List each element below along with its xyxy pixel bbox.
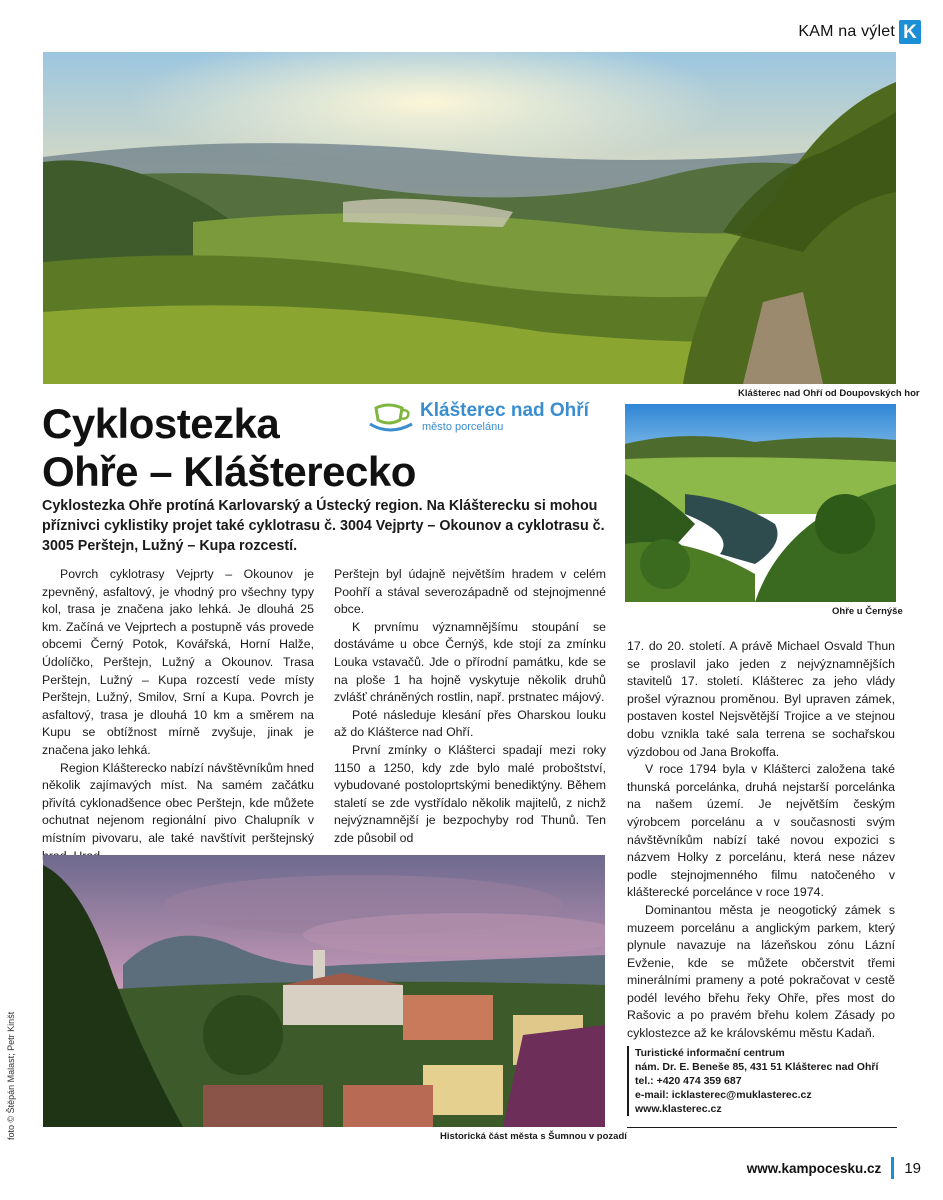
- footer-divider: [891, 1157, 894, 1179]
- town-logo: [368, 400, 589, 434]
- river-photo: [625, 404, 896, 602]
- photo-credit: foto © Štěpán Malast; Petr Kinšt: [6, 1011, 16, 1140]
- logo-subtitle: město porcelánu: [422, 421, 504, 433]
- paragraph: K prvnímu významnějšímu stoupání se dostáváme u obce Černýš, kde stojí za zmínku Louka vstavačů. Jde o přírodní památku, kde se na ploše 1 ha hojně vyskytuje několik druhů zvlášť chráněných rostlin, např. prstnatec májový.: [334, 619, 606, 705]
- article-title: [42, 400, 416, 496]
- top-photo-caption: Klášterec nad Ohří od Doupovských hor: [738, 388, 920, 399]
- page-footer: [747, 1157, 921, 1179]
- paragraph: Povrch cyklotrasy Vejprty – Okounov je zpevněný, asfaltový, je vhodný pro všechny typy kol, trasa je značena jako lehká. Je dlouhá 25 km. Začíná ve Vejprtech a postupně vás provede obcemi Černý Potok, Kovářská, Horní Halže, Údolíčko, Perštejn, Lužný a Okounov. Trasa Perštejn, Lužný – Kupa rozcestí vede místy Perštejn, Lužný, Smilov, Srní a Kupa. Povrch je asfaltový, trasa je dlouhá 10 km a směrem na Kupu se obtížnost mírně zvyšuje, jinak je značena jako lehká.: [42, 567, 314, 757]
- paragraph: 17. do 20. století. A právě Michael Osvald Thun se proslavil jako jeden z nejvýznamnějších stavitelů 17. století. Klášterec za jeho vlády prošel výraznou proměnou. Byl upraven zámek, postaven kostel Nejsvětější Trojice a ve stejnou dobu vznikla také sala terrena se sochařskou výzdobou od Jana Brokoffa.: [627, 639, 895, 759]
- footer-url[interactable]: www.kampocesku.cz: [746, 1160, 882, 1176]
- title-line-2: Ohře – Klášterecko: [42, 448, 416, 495]
- info-email[interactable]: e-mail: icklasterec@muklasterec.cz: [635, 1089, 812, 1101]
- town-photo-caption: Historická část města s Šumnou v pozadí: [440, 1131, 627, 1142]
- page-number: 19: [904, 1159, 921, 1177]
- river-photo-caption: Ohře u Černýše: [832, 606, 903, 617]
- text-column-3: [627, 638, 895, 1043]
- logo-name: Klášterec nad Ohří: [420, 400, 589, 421]
- tourist-info-box: [627, 1046, 905, 1116]
- text-column-1: [42, 566, 314, 865]
- magazine-brand: [798, 20, 921, 44]
- paragraph: První zmínky o Klášterci spadají mezi roky 1150 a 1250, kdy zde bylo malé proboštství, vybudované postoloprtskými benediktýny. Během staletí se zde vystřídalo několik majitelů, z nichž nejvýznamnější je bezpochyby rod Thunů. Ten zde působil od: [334, 742, 606, 845]
- top-landscape-photo: [43, 52, 896, 384]
- paragraph: Region Klášterecko nabízí návštěvníkům hned několik zajímavých míst. Na samém začátku přivítá cyklonadšence obec Perštejn, kde můžete ochutnat nejenom regionální pivo Chalupník v místním pivovaru, ale také navštívit perštejnský: [42, 760, 314, 845]
- info-web[interactable]: www.klasterec.cz: [635, 1103, 722, 1115]
- paragraph: Dominantou města je neogotický zámek s muzeem porcelánu a anglickým parkem, který plynule navazuje na lázeňskou zónu Lázní Evženie, kde se můžete občerstvit třemi minerálními prameny a poté pokračovat v cestě podél levého břehu řeky Ohře, přes most do Rašovic a po pravém břehu kolem Zásady po cyklostezce až ke královskému městu Kadaň.: [627, 902, 895, 1041]
- paragraph: Poté následuje klesání přes Oharskou louku až do Klášterce nad Ohří.: [334, 707, 606, 740]
- lead-paragraph: Cyklostezka Ohře protíná Karlovarský a Ústecký region. Na Klášterecku si mohou příznivci cyklistiky projet také cyklotrasu č. 3004 Vejprty – Okounov a cyklotrasu č. 3005 Perštejn, Lužný – Kupa rozcestí.: [42, 498, 605, 554]
- info-address: nám. Dr. E. Beneše 85, 431 51 Klášterec nad Ohří: [635, 1061, 879, 1073]
- brand-logo-icon: K: [899, 20, 921, 44]
- info-divider: [627, 1127, 897, 1128]
- title-line-1: Cyklostezka: [42, 400, 280, 447]
- info-title: Turistické informační centrum: [635, 1047, 785, 1059]
- paragraph: Perštejn byl údajně největším hradem v celém Poohří a stával severozápadně od stejnojmenné obce.: [334, 567, 606, 617]
- text-column-2: [334, 566, 606, 848]
- porcelain-cup-icon: [368, 400, 414, 434]
- info-phone[interactable]: tel.: +420 474 359 687: [635, 1075, 742, 1087]
- brand-text: KAM na výlet: [798, 23, 895, 40]
- paragraph: V roce 1794 byla v Klášterci založena také thunská porcelánka, druhá nejstarší porcelánka na našem území. Je největším českým výrobcem porcelánu a v současnosti svým návštěvníkům nabízí také novou expozici s názvem Holky z porcelánu, která nese název podle stejnojmenného filmu natočeného v klášterecké porcelánce v roce 1974.: [627, 762, 895, 900]
- town-photo: [43, 855, 605, 1127]
